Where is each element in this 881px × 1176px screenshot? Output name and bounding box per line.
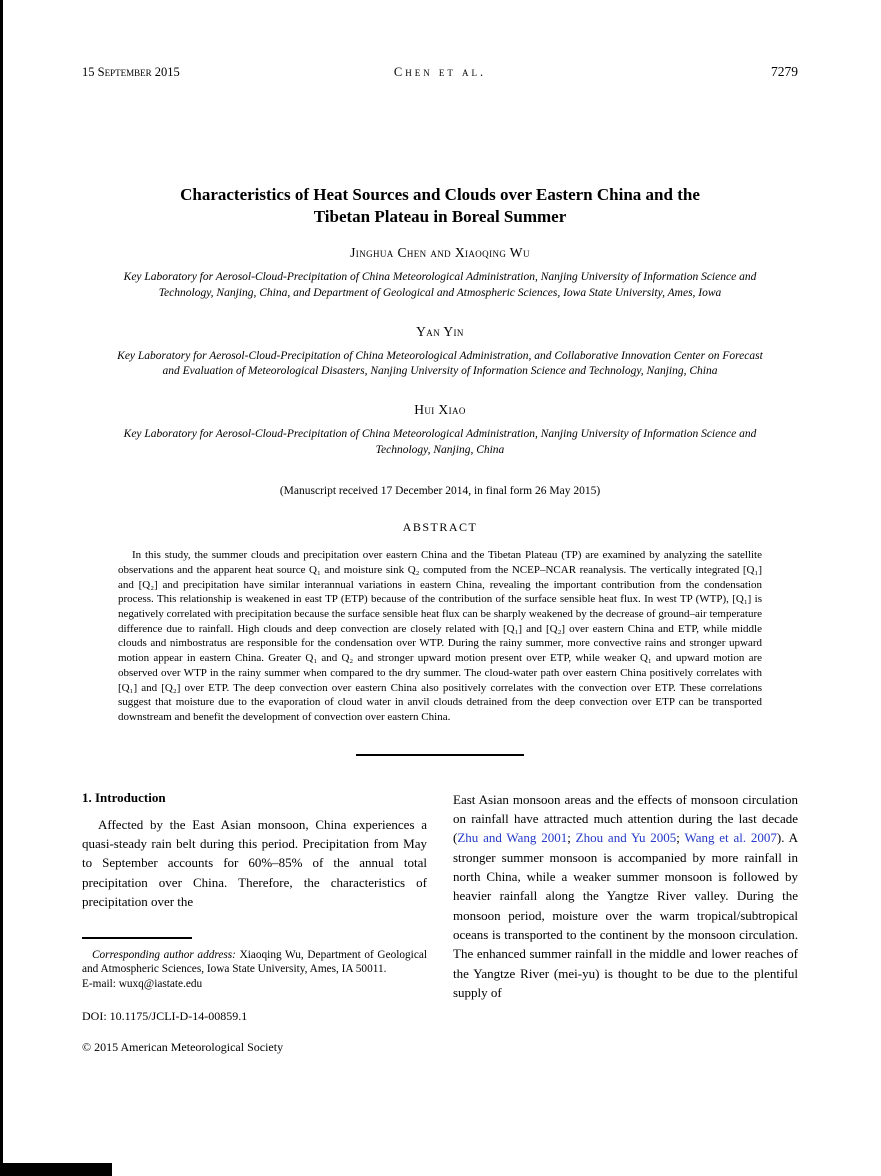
article-title xyxy=(82,184,798,229)
corresponding-author-address: Xiaoqing Wu, Department of Geological and Atmospheric Sciences, Iowa State University, Ames, IA 50011. xyxy=(82,948,427,976)
email-note: E-mail: wuxq@iastate.edu xyxy=(82,978,203,991)
copyright-line: © 2015 American Meteorological Society xyxy=(82,1039,284,1054)
section-heading-introduction: 1. Introduction xyxy=(82,789,166,805)
corresponding-author-label: Corresponding author address: xyxy=(92,948,236,961)
left-column xyxy=(82,790,427,1055)
article-title-line-1: Characteristics of Heat Sources and Clouds over Eastern China and the xyxy=(180,185,700,204)
affiliation-2: Key Laboratory for Aerosol-Cloud-Precipitation of China Meteorological Administration, and Collaborative Innovation Center on Forecast and Evaluation of Meteorological Disasters, Nanjing University of Information Science and Technology, Nanjing, China xyxy=(117,349,763,378)
author-group-1: Jinghua Chen and Xiaoqing Wu xyxy=(350,244,530,260)
text-run: ; xyxy=(567,830,576,846)
abstract-heading: ABSTRACT xyxy=(402,520,478,535)
page-number: 7279 xyxy=(771,64,798,79)
doi-line: DOI: 10.1175/JCLI-D-14-00859.1 xyxy=(82,1008,248,1023)
scan-bottom-corner-artifact xyxy=(0,1163,112,1176)
text-run: ). A stronger summer monsoon is accompanied by more rainfall in north China, while a weaker summer monsoon is followed by heavier rainfall along the Yangtze River valley. During the monsoon period, moisture over the warm tropical/subtropical oceans is transported to the continent by the monsoon circulation. The enhanced summer rainfall in the middle and lower reaches of the Yangtze River (mei-yu) is thought to be due to the plentiful supply of xyxy=(453,830,798,1000)
intro-right-paragraph xyxy=(453,790,798,1002)
scan-left-edge-artifact xyxy=(0,0,3,1176)
affiliation-3: Key Laboratory for Aerosol-Cloud-Precipitation of China Meteorological Administration, Nanjing University of Information Science and Technology, Nanjing, China xyxy=(123,428,757,457)
corresponding-author-note xyxy=(82,948,427,977)
issue-date: 15 September 2015 xyxy=(82,65,180,79)
citation-link[interactable]: Zhu and Wang 2001 xyxy=(457,830,568,846)
footnote-rule xyxy=(82,937,192,939)
abstract-text: In this study, the summer clouds and precipitation over eastern China and the Tibetan Plateau (TP) are examined by analyzing the satellite observations and the apparent heat source Q₁ and moisture sink Q₂ computed from the NCEP–NCAR reanalysis. The vertically integrated [Q₁] and [Q₂] and precipitation have similar interannual variations in eastern China, revealing the important contribution from the condensation process. This relationship is weakened in east TP (ETP) because of the contribution of the surface sensible heat flux. In west TP (WTP), [Q₁] is negatively correlated with precipitation because the surface sensible heat flux can be sharply weakened by the decrease of ground–air temperature difference due to rainfall. High clouds and deep convection are closely related with [Q₁] and [Q₂] over eastern China and ETP, while middle clouds and nimbostratus are responsible for the condensation over WTP. During the rainy summer, more convective rains and stronger upward motion appear in eastern China. Greater Q₁ and Q₂ and stronger upward motion present over ETP, while weaker Q₁ and upward motion are observed over WTP in the rainy summer when compared to the dry summer. The cloud-water path over eastern China positively correlates with [Q₁] and [Q₂] over ETP. The deep convection over eastern China also positively correlates with the convection over ETP. These correlations suggest that moisture due to the evaporation of cloud water in anvil clouds detrained from the deep convection over ETP can be transported downstream and benefit the development of convection over eastern China. xyxy=(118,549,762,724)
author-group-3: Hui Xiao xyxy=(414,402,466,418)
running-title: Chen et al. xyxy=(393,65,487,79)
manuscript-history: (Manuscript received 17 December 2014, in final form 26 May 2015) xyxy=(279,485,601,498)
citation-link[interactable]: Wang et al. 2007 xyxy=(684,830,777,846)
text-run: East Asian monsoon areas and the effects of monsoon circulation on rainfall have attracted much attention during the last decade ( xyxy=(453,791,798,846)
article-title-line-2: Tibetan Plateau in Boreal Summer xyxy=(313,207,567,227)
intro-left-paragraph: Affected by the East Asian monsoon, China experiences a quasi-steady rain belt during this period. Precipitation from May to September accounts for 60%–85% of the annual total precipitation over China. Therefore, the characteristics of precipitation over the xyxy=(82,816,427,910)
text-run: ; xyxy=(676,830,685,846)
two-column-body xyxy=(82,790,798,1055)
affiliation-1: Key Laboratory for Aerosol-Cloud-Precipitation of China Meteorological Administration, Nanjing University of Information Science and Technology, Nanjing, China, and Department of Geological and Atmospheric Sciences, Iowa State University, Ames, Iowa xyxy=(123,270,757,299)
author-group-2: Yan Yin xyxy=(416,323,464,339)
title-body-divider xyxy=(356,754,524,756)
running-head xyxy=(82,64,798,80)
right-column xyxy=(453,790,798,1055)
citation-link[interactable]: Zhou and Yu 2005 xyxy=(575,830,677,846)
